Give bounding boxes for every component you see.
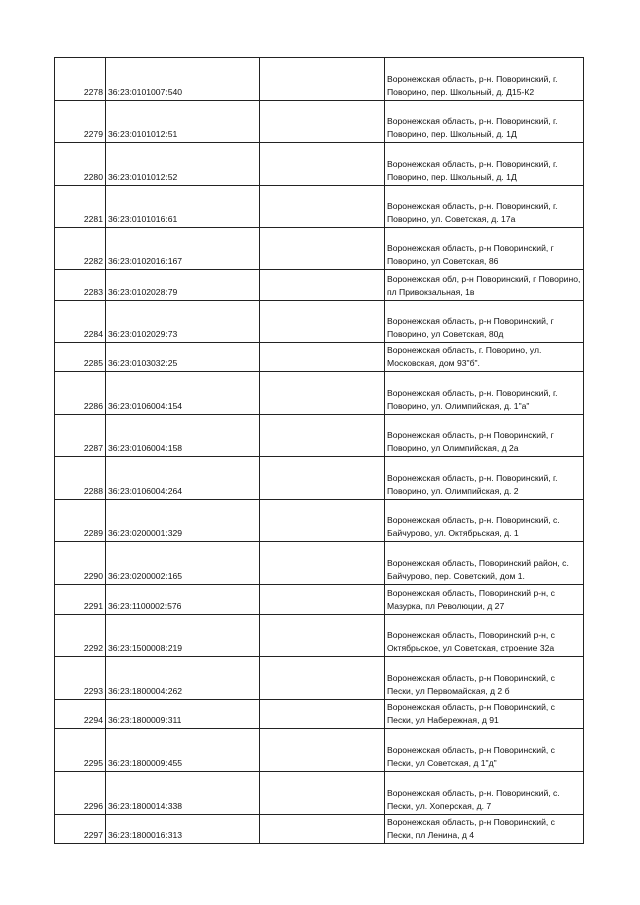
row-number: 2283 — [55, 270, 106, 301]
table-row — [55, 657, 584, 700]
table-row — [55, 101, 584, 143]
empty-cell — [260, 542, 385, 585]
address-cell: Воронежская область, р-н. Поворинский, г. Поворино, ул. Олимпийская, д. 2 — [385, 457, 584, 500]
table-row — [55, 372, 584, 415]
cadastral-number: 36:23:1100002:576 — [106, 585, 260, 615]
cadastral-number: 36:23:0102028:79 — [106, 270, 260, 301]
cadastral-number: 36:23:0200001:329 — [106, 500, 260, 542]
cadastral-number: 36:23:0101012:52 — [106, 143, 260, 186]
cadastral-number: 36:23:1800016:313 — [106, 815, 260, 844]
address-cell: Воронежская область, р-н. Поворинский, г. Поворино, пер. Школьный, д. 1Д — [385, 143, 584, 186]
table-row — [55, 700, 584, 729]
empty-cell — [260, 101, 385, 143]
cadastral-number: 36:23:0106004:264 — [106, 457, 260, 500]
empty-cell — [260, 772, 385, 815]
row-number: 2278 — [55, 58, 106, 101]
row-number: 2291 — [55, 585, 106, 615]
table-row — [55, 343, 584, 372]
table-row — [55, 500, 584, 542]
empty-cell — [260, 372, 385, 415]
cadastral-number: 36:23:1500008:219 — [106, 615, 260, 657]
row-number: 2280 — [55, 143, 106, 186]
empty-cell — [260, 700, 385, 729]
empty-cell — [260, 657, 385, 700]
empty-cell — [260, 301, 385, 343]
table-row — [55, 457, 584, 500]
address-cell: Воронежская область, Поворинский район, с. Байчурово, пер. Советский, дом 1. — [385, 542, 584, 585]
row-number: 2285 — [55, 343, 106, 372]
cadastral-number: 36:23:0102016:167 — [106, 228, 260, 270]
cadastral-number: 36:23:0106004:158 — [106, 415, 260, 457]
empty-cell — [260, 343, 385, 372]
row-number: 2295 — [55, 729, 106, 772]
empty-cell — [260, 815, 385, 844]
empty-cell — [260, 615, 385, 657]
row-number: 2279 — [55, 101, 106, 143]
table-row — [55, 542, 584, 585]
row-number: 2297 — [55, 815, 106, 844]
cadastral-number: 36:23:1800009:311 — [106, 700, 260, 729]
row-number: 2288 — [55, 457, 106, 500]
address-cell: Воронежская область, р-н Поворинский, с Пески, ул Советская, д 1"д" — [385, 729, 584, 772]
cadastral-number: 36:23:0106004:154 — [106, 372, 260, 415]
table-row — [55, 772, 584, 815]
cadastral-number: 36:23:0200002:165 — [106, 542, 260, 585]
empty-cell — [260, 415, 385, 457]
address-cell: Воронежская область, р-н. Поворинский, г. Поворино, пер. Школьный, д. Д15-К2 — [385, 58, 584, 101]
address-cell: Воронежская область, р-н Поворинский, с Пески, ул Первомайская, д 2 б — [385, 657, 584, 700]
address-cell: Воронежская область, Поворинский р-н, с Октябрьское, ул Советская, строение 32а — [385, 615, 584, 657]
address-cell: Воронежская область, р-н Поворинский, с Пески, ул Набережная, д 91 — [385, 700, 584, 729]
row-number: 2286 — [55, 372, 106, 415]
address-cell: Воронежская область, р-н Поворинский, г Поворино, ул Олимпийская, д 2а — [385, 415, 584, 457]
table-row — [55, 615, 584, 657]
registry-table — [54, 57, 584, 844]
cadastral-number: 36:23:0101012:51 — [106, 101, 260, 143]
row-number: 2293 — [55, 657, 106, 700]
cadastral-number: 36:23:1800004:262 — [106, 657, 260, 700]
table-row — [55, 729, 584, 772]
empty-cell — [260, 585, 385, 615]
address-cell: Воронежская область, р-н. Поворинский, с. Пески, ул. Хоперская, д. 7 — [385, 772, 584, 815]
table-row — [55, 228, 584, 270]
address-cell: Воронежская обл, р-н Поворинский, г Поворино, пл Привокзальная, 1в — [385, 270, 584, 301]
table-row — [55, 301, 584, 343]
row-number: 2287 — [55, 415, 106, 457]
empty-cell — [260, 228, 385, 270]
table-row — [55, 815, 584, 844]
row-number: 2281 — [55, 186, 106, 228]
row-number: 2290 — [55, 542, 106, 585]
cadastral-number: 36:23:1800009:455 — [106, 729, 260, 772]
address-cell: Воронежская область, р-н Поворинский, с Пески, пл Ленина, д 4 — [385, 815, 584, 844]
cadastral-number: 36:23:0101016:61 — [106, 186, 260, 228]
table-row — [55, 143, 584, 186]
row-number: 2292 — [55, 615, 106, 657]
address-cell: Воронежская область, р-н. Поворинский, с. Байчурово, ул. Октябрьская, д. 1 — [385, 500, 584, 542]
cadastral-number: 36:23:0103032:25 — [106, 343, 260, 372]
empty-cell — [260, 500, 385, 542]
row-number: 2296 — [55, 772, 106, 815]
empty-cell — [260, 457, 385, 500]
empty-cell — [260, 270, 385, 301]
address-cell: Воронежская область, р-н Поворинский, г Поворино, ул Советская, 80д — [385, 301, 584, 343]
table-row — [55, 186, 584, 228]
cadastral-number: 36:23:1800014:338 — [106, 772, 260, 815]
row-number: 2284 — [55, 301, 106, 343]
address-cell: Воронежская область, р-н. Поворинский, г. Поворино, ул. Советская, д. 17а — [385, 186, 584, 228]
empty-cell — [260, 186, 385, 228]
row-number: 2282 — [55, 228, 106, 270]
empty-cell — [260, 58, 385, 101]
row-number: 2294 — [55, 700, 106, 729]
cadastral-number: 36:23:0102029:73 — [106, 301, 260, 343]
empty-cell — [260, 143, 385, 186]
address-cell: Воронежская область, р-н. Поворинский, г. Поворино, пер. Школьный, д. 1Д — [385, 101, 584, 143]
table-row — [55, 585, 584, 615]
table-row — [55, 58, 584, 101]
empty-cell — [260, 729, 385, 772]
cadastral-number: 36:23:0101007:540 — [106, 58, 260, 101]
address-cell: Воронежская область, Поворинский р-н, с Мазурка, пл Революции, д 27 — [385, 585, 584, 615]
table-row — [55, 270, 584, 301]
address-cell: Воронежская область, р-н Поворинский, г Поворино, ул Советская, 86 — [385, 228, 584, 270]
address-cell: Воронежская область, г. Поворино, ул. Московская, дом 93"б". — [385, 343, 584, 372]
row-number: 2289 — [55, 500, 106, 542]
address-cell: Воронежская область, р-н. Поворинский, г. Поворино, ул. Олимпийская, д. 1"а" — [385, 372, 584, 415]
table-row — [55, 415, 584, 457]
